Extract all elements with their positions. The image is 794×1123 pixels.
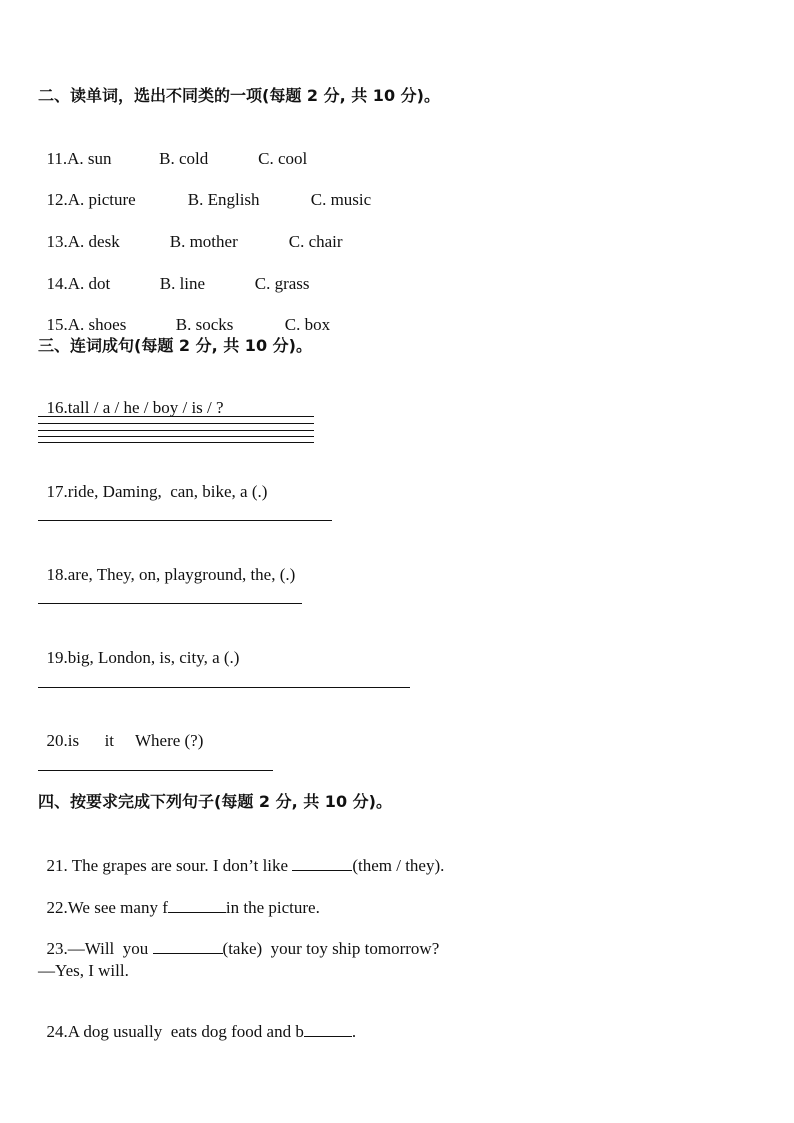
option-a: A. desk [67, 232, 120, 251]
question-number: 24. [46, 1022, 68, 1041]
question-number: 11. [46, 149, 68, 168]
question-18 [38, 545, 295, 585]
fill-blank [168, 898, 226, 913]
question-number: 19. [46, 648, 68, 667]
option-c: C. box [284, 315, 331, 334]
question-20 [38, 711, 203, 751]
answer-line [38, 603, 302, 604]
question-text: tall / a / he / boy / is / ? [67, 398, 224, 417]
section-4-heading: 四、按要求完成下列句子(每题 2 分, 共 10 分)。 [38, 792, 392, 811]
option-b: B. socks [175, 315, 234, 334]
fill-blank [304, 1022, 352, 1037]
question-text: (them / they). [352, 856, 445, 875]
option-a: A. picture [67, 190, 136, 209]
question-text: . [351, 1022, 357, 1041]
question-text: (take) your toy ship tomorrow? [222, 939, 440, 958]
question-number: 13. [46, 232, 68, 251]
question-16 [38, 378, 224, 418]
question-13 [38, 212, 343, 252]
answer-line [38, 423, 314, 424]
question-11 [38, 129, 307, 169]
question-text: in the picture. [225, 898, 320, 917]
option-c: C. chair [288, 232, 343, 251]
question-number: 21. [46, 856, 68, 875]
fill-blank [153, 939, 223, 954]
answer-line [38, 430, 314, 431]
question-24 [38, 1002, 356, 1042]
question-14 [38, 254, 310, 294]
question-text: The grapes are sour. I don’t like [67, 856, 293, 875]
answer-line [38, 770, 273, 771]
question-23-answer: —Yes, I will. [38, 961, 129, 980]
answer-line [38, 687, 410, 688]
question-text: A dog usually eats dog food and b [67, 1022, 304, 1041]
question-text: —Will you [67, 939, 153, 958]
answer-line [38, 416, 314, 417]
question-17 [38, 462, 267, 502]
option-c: C. grass [254, 274, 310, 293]
question-number: 14. [46, 274, 68, 293]
question-text: ride, Daming, can, bike, a (.) [67, 482, 268, 501]
question-21 [38, 836, 444, 876]
fill-blank [292, 856, 352, 871]
question-text: big, London, is, city, a (.) [67, 648, 240, 667]
option-b: B. line [159, 274, 206, 293]
question-text: are, They, on, playground, the, (.) [67, 565, 296, 584]
question-text: is it Where (?) [67, 731, 204, 750]
answer-line [38, 436, 314, 437]
question-19 [38, 628, 239, 668]
option-b: B. English [187, 190, 260, 209]
question-number: 18. [46, 565, 68, 584]
section-3-heading: 三、连词成句(每题 2 分, 共 10 分)。 [38, 336, 312, 355]
question-number: 20. [46, 731, 68, 750]
option-a: A. sun [67, 149, 112, 168]
option-c: C. music [310, 190, 372, 209]
question-number: 16. [46, 398, 68, 417]
question-number: 23. [46, 939, 68, 958]
option-a: A. dot [67, 274, 111, 293]
option-b: B. mother [169, 232, 238, 251]
question-text: We see many f [67, 898, 168, 917]
option-a: A. shoes [67, 315, 127, 334]
question-number: 15. [46, 315, 68, 334]
question-22 [38, 878, 320, 918]
question-number: 12. [46, 190, 68, 209]
question-number: 22. [46, 898, 68, 917]
question-15 [38, 295, 330, 335]
question-12 [38, 170, 371, 210]
question-number: 17. [46, 482, 68, 501]
option-b: B. cold [159, 149, 209, 168]
option-c: C. cool [258, 149, 308, 168]
section-2-heading: 二、读单词，选出不同类的一项(每题 2 分, 共 10 分)。 [38, 86, 440, 105]
answer-line [38, 442, 314, 443]
question-23 [38, 919, 439, 959]
answer-line [38, 520, 332, 521]
